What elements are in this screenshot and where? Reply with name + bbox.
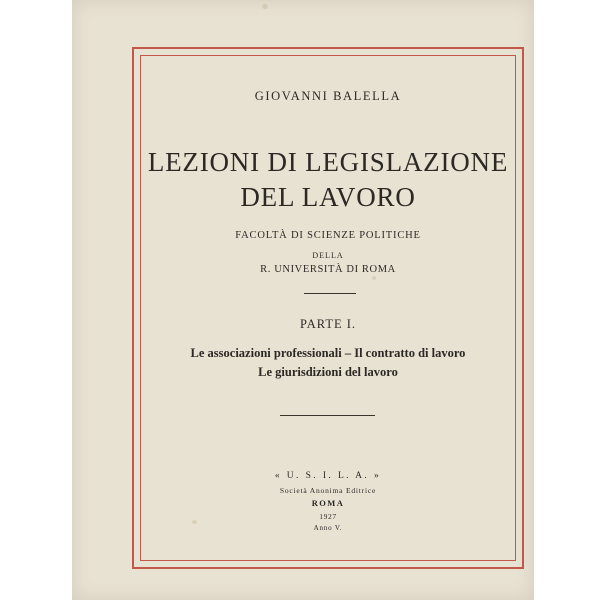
- title-line-2: DEL LAVORO: [240, 182, 416, 212]
- book-cover: [72, 0, 534, 600]
- divider-rule: [304, 293, 356, 294]
- publication-year: 1927: [319, 512, 337, 521]
- foxing-spot: [262, 4, 268, 9]
- faculty-name: FACOLTÀ DI SCIENZE POLITICHE: [235, 230, 421, 241]
- publisher-mark: « U. S. I. L. A. »: [274, 471, 382, 481]
- divider-rule: [280, 415, 375, 416]
- university-name: R. UNIVERSITÀ DI ROMA: [260, 264, 396, 275]
- publisher-city: ROMA: [311, 498, 345, 508]
- subtitle-line-1: Le associazioni professionali – Il contratto di lavoro: [190, 346, 466, 360]
- subtitle-line-2: Le giurisdizioni del lavoro: [258, 365, 398, 379]
- fascist-era-year: Anno V.: [313, 524, 343, 532]
- title-line-1: LEZIONI DI LEGISLAZIONE: [147, 147, 509, 177]
- author-name: GIOVANNI BALELLA: [254, 89, 402, 103]
- della-text: DELLA: [312, 251, 344, 260]
- part-heading: PARTE I.: [299, 317, 357, 331]
- publisher-name: Società Anonima Editrice: [279, 486, 377, 495]
